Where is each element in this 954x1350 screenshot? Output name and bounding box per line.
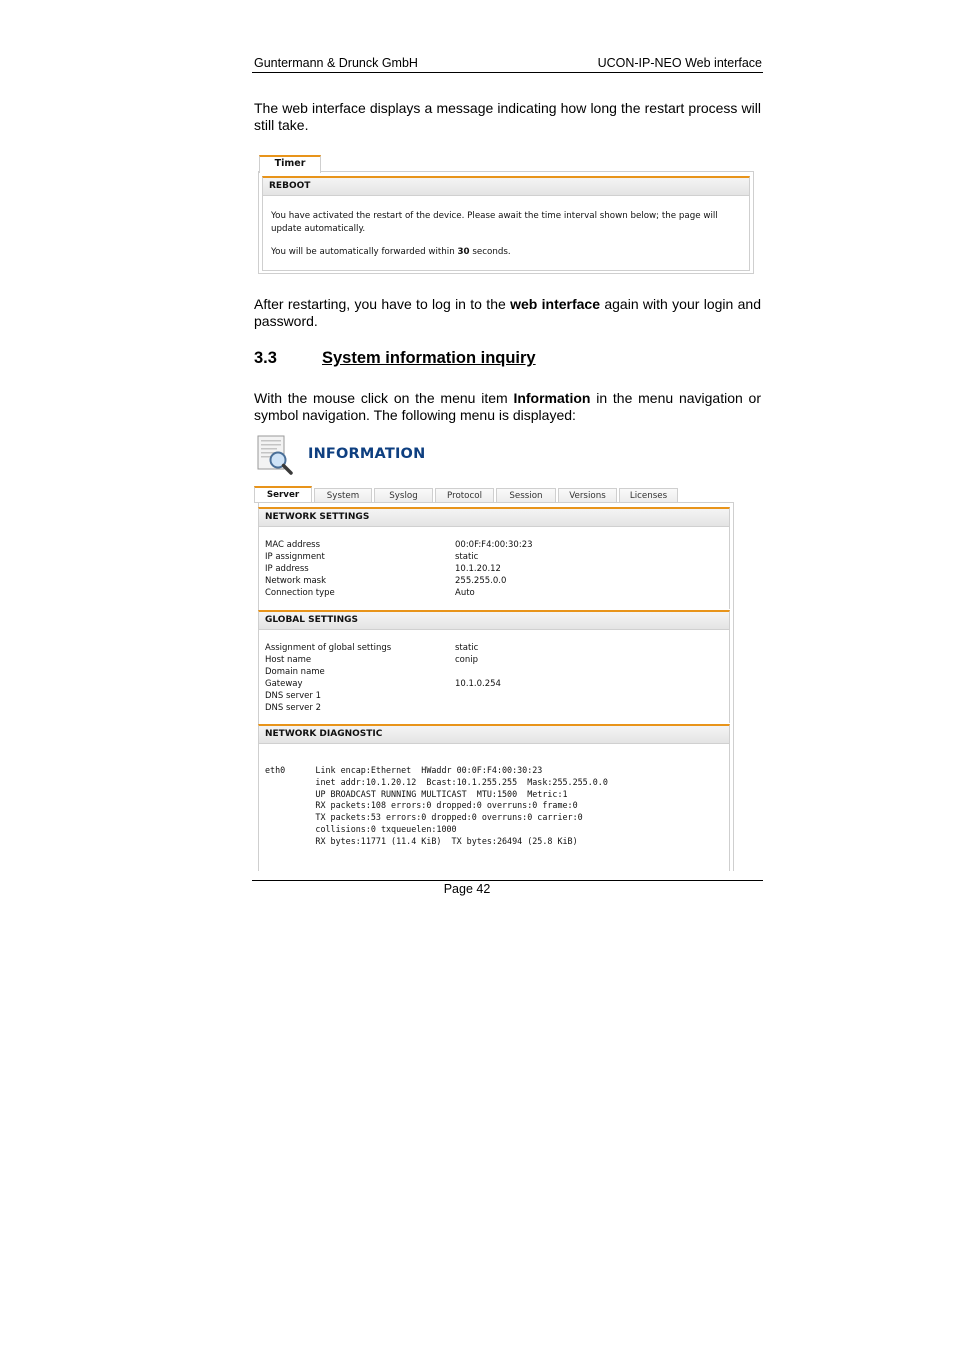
- information-title: INFORMATION: [308, 446, 426, 462]
- section-number: 3.3: [254, 349, 277, 367]
- header-product: UCON-IP-NEO Web interface: [597, 56, 762, 70]
- page-number-wrap: [0, 882, 954, 896]
- reboot-seconds: 30: [457, 247, 470, 257]
- section-title: System information inquiry: [322, 349, 536, 367]
- section-heading: [254, 349, 536, 368]
- login-paragraph: After restarting, you have to log in to the web interface again with your login and password.: [254, 296, 761, 329]
- network-diagnostic-output: eth0 Link encap:Ethernet HWaddr 00:0F:F4:00:30:23 inet addr:10.1.20.12 Bcast:10.1.255.255 Mask:255.255.0.0 UP BROADCAST RUNNING MULTICAST MTU:1500 Metric:1 RX packets:108 errors:0 dropped:0 overruns:0 frame:0 TX packets:53 errors:0 dropped:0 overruns:0 carrier:0 collisions:0 txqueuelen:1000 RX bytes:11771 (11.4 KiB) TX bytes:26494 (25.8 KiB): [265, 765, 608, 846]
- tab-versions[interactable]: Versions: [558, 488, 617, 503]
- network-row: Connection type Auto: [265, 587, 475, 598]
- reboot-box-title: REBOOT: [263, 178, 749, 196]
- footer-rule: [252, 880, 763, 881]
- global-settings-list: [259, 630, 729, 714]
- network-diagnostic-title: NETWORK DIAGNOSTIC: [259, 726, 729, 744]
- global-row: Gateway 10.1.0.254: [265, 678, 501, 689]
- global-settings-box: [258, 610, 730, 723]
- global-row: Assignment of global settings static: [265, 643, 479, 653]
- network-settings-list: [259, 527, 729, 600]
- network-settings-box: [258, 507, 730, 609]
- tab-timer[interactable]: Timer: [259, 155, 321, 173]
- network-row: IP assignment static: [265, 551, 479, 562]
- tab-licenses[interactable]: Licenses: [619, 488, 678, 503]
- reboot-line-1: You have activated the restart of the device. Please await the time interval shown below; the page will update automatically.: [271, 211, 718, 234]
- reboot-message: [263, 196, 749, 259]
- magnifier-document-icon: [256, 435, 294, 475]
- tab-server[interactable]: Server: [254, 486, 312, 503]
- network-diagnostic-box: [258, 724, 730, 871]
- tab-system[interactable]: System: [314, 488, 372, 503]
- network-row: MAC address 00:0F:F4:00:30:23: [265, 540, 533, 550]
- intro-paragraph: The web interface displays a message indicating how long the restart process will still take.: [254, 100, 761, 133]
- global-settings-title: GLOBAL SETTINGS: [259, 612, 729, 630]
- tab-syslog[interactable]: Syslog: [374, 488, 433, 503]
- info-tabs: [254, 486, 678, 503]
- reboot-box: [262, 176, 750, 271]
- network-row: Network mask 255.255.0.0: [265, 575, 507, 586]
- tab-protocol[interactable]: Protocol: [435, 488, 494, 503]
- global-row: DNS server 2: [265, 702, 322, 713]
- network-row: IP address 10.1.20.12: [265, 563, 501, 574]
- information-paragraph: With the mouse click on the menu item Information in the menu navigation or symbol navigation. The following menu is displayed:: [254, 390, 762, 423]
- global-row: Host name conip: [265, 654, 479, 665]
- network-settings-title: NETWORK SETTINGS: [259, 509, 729, 527]
- tab-session[interactable]: Session: [496, 488, 556, 503]
- page-number: Page 42: [443, 882, 491, 896]
- header-rule: [252, 72, 763, 73]
- reboot-line-2: You will be automatically forwarded within 30 seconds.: [271, 247, 511, 257]
- global-row: Domain name: [265, 666, 325, 677]
- global-row: DNS server 1: [265, 690, 322, 701]
- header-company: Guntermann & Drunck GmbH: [254, 56, 418, 70]
